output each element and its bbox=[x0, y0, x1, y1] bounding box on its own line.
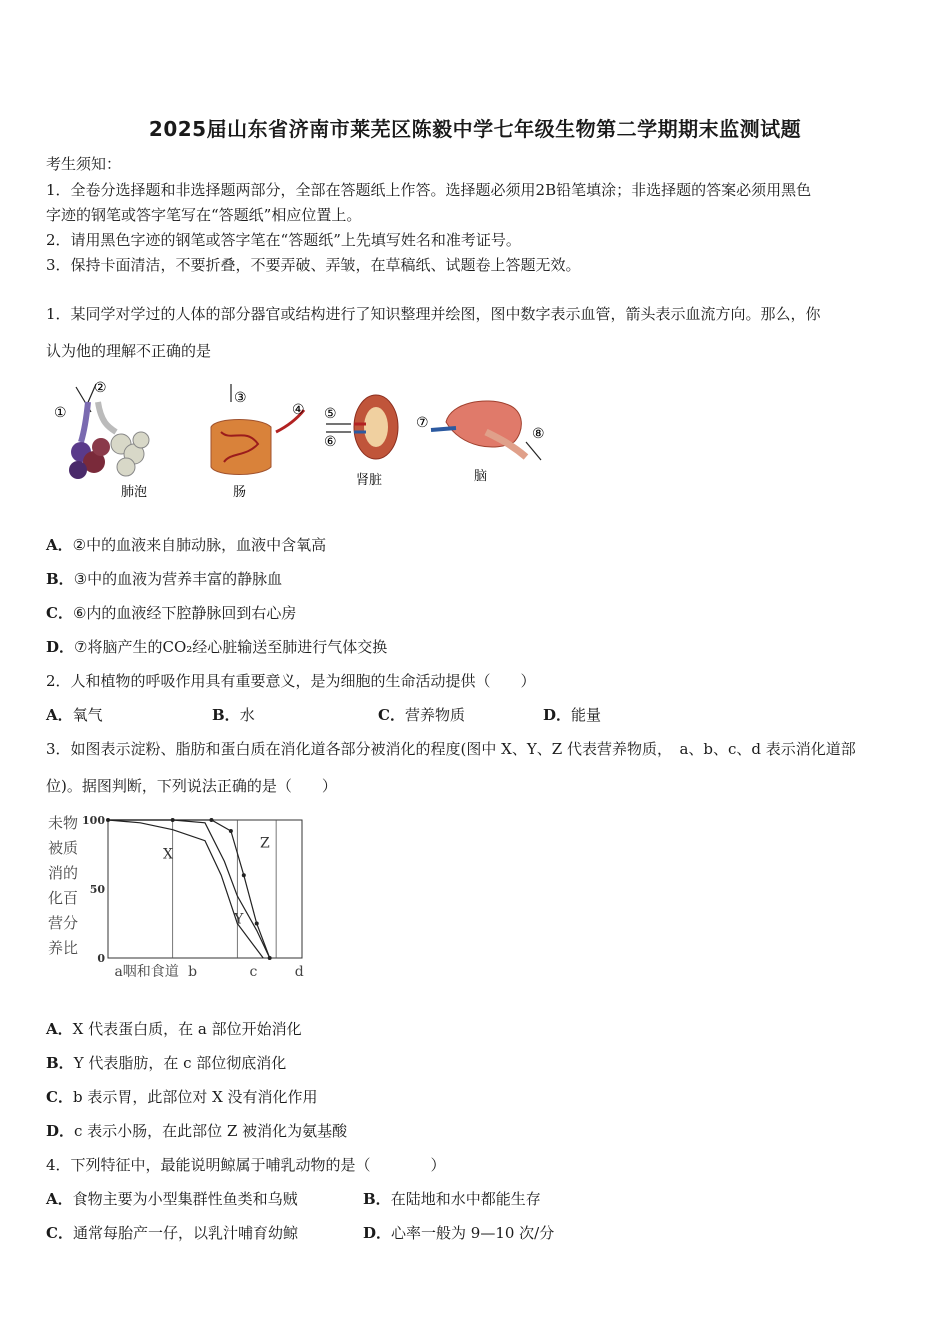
series-label-X: X bbox=[162, 846, 173, 863]
series-line-Z bbox=[108, 820, 270, 958]
notice-item: 1．全卷分选择题和非选择题两部分，全部在答题纸上作答。选择题必须用2B铅笔填涂；非选择题的答案必须用黑色 bbox=[46, 181, 812, 199]
q2-option-b[interactable]: B．水 bbox=[212, 706, 255, 724]
q4-option-c[interactable]: C．通常每胎产一仔，以乳汁哺育幼鲸 bbox=[46, 1224, 298, 1242]
label-brain: 脑 bbox=[474, 469, 488, 484]
q2-option-a[interactable]: A．氧气 bbox=[46, 706, 103, 724]
label-n3: ③ bbox=[234, 390, 247, 406]
label-n2: ② bbox=[94, 380, 107, 396]
label-n8: ⑧ bbox=[532, 426, 545, 442]
kidney-illustration bbox=[324, 395, 398, 488]
series-point-Z bbox=[255, 922, 259, 926]
q3-option-b[interactable]: B．Y 代表脂肪，在 c 部位彻底消化 bbox=[46, 1054, 287, 1072]
series-point-Z bbox=[229, 829, 233, 833]
label-kidney: 肾脏 bbox=[356, 473, 383, 488]
q4-stem: 4．下列特征中，最能说明鲸属于哺乳动物的是（ ） bbox=[46, 1156, 446, 1174]
label-n4: ④ bbox=[292, 402, 305, 418]
q4-option-a[interactable]: A．食物主要为小型集群性鱼类和乌贼 bbox=[46, 1190, 298, 1208]
series-label-Z: Z bbox=[259, 835, 270, 852]
series-point-Z bbox=[268, 956, 272, 960]
x-tick-label: a咽和食道 bbox=[114, 964, 179, 980]
q4-option-b[interactable]: B．在陆地和水中都能生存 bbox=[363, 1190, 541, 1208]
q3-option-d[interactable]: D．c 表示小肠，在此部位 Z 被消化为氨基酸 bbox=[46, 1122, 348, 1140]
label-n6: ⑥ bbox=[324, 434, 337, 450]
digestion-chart bbox=[46, 808, 316, 988]
notice-item: 字迹的钢笔或答字笔写在“答题纸”相应位置上。 bbox=[46, 206, 362, 224]
y-label-char-pair: 养比 bbox=[48, 939, 79, 957]
y-label-char-pair: 被质 bbox=[48, 839, 79, 857]
label-lung: 肺泡 bbox=[121, 485, 148, 500]
label-n5: ⑤ bbox=[324, 406, 337, 422]
y-tick-label: 0 bbox=[97, 952, 105, 965]
organ-diagram bbox=[46, 372, 566, 507]
q3-option-c[interactable]: C．b 表示胃，此部位对 X 没有消化作用 bbox=[46, 1088, 318, 1106]
brain-illustration bbox=[416, 401, 545, 484]
label-n7: ⑦ bbox=[416, 415, 429, 431]
q4-option-d[interactable]: D．心率一般为 9—10 次/分 bbox=[363, 1224, 555, 1242]
q1-option-d[interactable]: D．⑦将脑产生的CO₂经心脏输送至肺进行气体交换 bbox=[46, 638, 388, 656]
x-tick-label: c bbox=[249, 964, 258, 980]
q2-option-d[interactable]: D．能量 bbox=[543, 706, 602, 724]
y-label-char-pair: 消的 bbox=[48, 864, 79, 882]
y-axis-ticks bbox=[82, 814, 105, 965]
series-label-Y: Y bbox=[234, 911, 244, 928]
q2-option-c[interactable]: C．营养物质 bbox=[378, 706, 465, 724]
notice-heading: 考生须知： bbox=[46, 155, 122, 173]
q3-stem: 3．如图表示淀粉、脂肪和蛋白质在消化道各部分被消化的程度(图中 X、Y、Z 代表营养物质， a、b、c、d 表示消化道部 bbox=[46, 740, 856, 758]
y-label-char-pair: 营分 bbox=[48, 914, 79, 932]
x-tick-label: d bbox=[294, 964, 304, 980]
y-axis-label bbox=[48, 814, 78, 957]
series-point-Z bbox=[171, 818, 175, 822]
lung-alveoli-illustration bbox=[54, 380, 149, 500]
series-point-Z bbox=[209, 818, 213, 822]
label-n1: ① bbox=[54, 405, 67, 421]
q3-stem: 位)。据图判断，下列说法正确的是（ ） bbox=[46, 777, 337, 795]
page-title: 2025届山东省济南市莱芜区陈毅中学七年级生物第二学期期末监测试题 bbox=[148, 117, 802, 141]
notice-item: 2．请用黑色字迹的钢笔或答字笔在“答题纸”上先填写姓名和准考证号。 bbox=[46, 231, 521, 249]
series-point-Z bbox=[242, 873, 246, 877]
y-label-char-pair: 化百 bbox=[48, 889, 79, 907]
q1-stem: 1．某同学对学过的人体的部分器官或结构进行了知识整理并绘图，图中数字表示血管，箭头表示血流方向。那么，你 bbox=[46, 305, 821, 323]
y-tick-label: 50 bbox=[89, 883, 105, 896]
notice-item: 3．保持卡面清洁，不要折叠，不要弄破、弄皱，在草稿纸、试题卷上答题无效。 bbox=[46, 256, 581, 274]
q1-option-b[interactable]: B．③中的血液为营养丰富的静脉血 bbox=[46, 570, 283, 588]
label-intestine: 肠 bbox=[233, 485, 247, 500]
series-point-Z bbox=[106, 818, 110, 822]
y-label-char-pair: 未物 bbox=[48, 814, 79, 832]
q1-option-a[interactable]: A．②中的血液来自肺动脉，血液中含氧高 bbox=[46, 536, 327, 554]
x-axis-ticks bbox=[114, 964, 303, 980]
series-line-X bbox=[108, 820, 263, 958]
series-line-Y bbox=[108, 820, 270, 958]
q3-option-a[interactable]: A．X 代表蛋白质，在 a 部位开始消化 bbox=[46, 1020, 302, 1038]
intestine-illustration bbox=[211, 384, 305, 500]
chart-series bbox=[106, 818, 272, 960]
q1-option-c[interactable]: C．⑥内的血液经下腔静脉回到右心房 bbox=[46, 604, 297, 622]
y-tick-label: 100 bbox=[82, 814, 105, 827]
x-tick-label: b bbox=[188, 964, 198, 980]
q2-stem: 2．人和植物的呼吸作用具有重要意义，是为细胞的生命活动提供（ ） bbox=[46, 672, 536, 690]
q1-stem: 认为他的理解不正确的是 bbox=[46, 342, 212, 360]
